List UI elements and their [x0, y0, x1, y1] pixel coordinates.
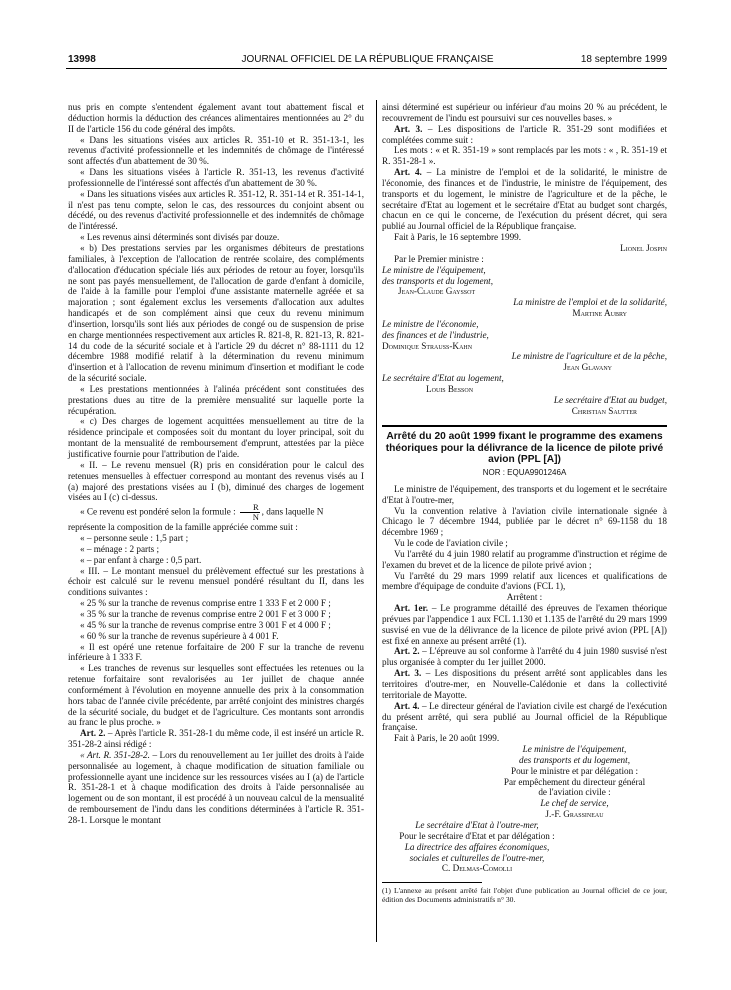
signatory-role: des finances et de l'industrie,	[382, 329, 489, 340]
formula-lead: « Ce revenu est pondéré selon la formule :	[80, 506, 236, 517]
article-1	[382, 603, 667, 646]
signatory-role: des transports et du logement,	[518, 754, 630, 765]
article-label: Art. 3.	[394, 123, 423, 134]
signatory-role: Le secrétaire d'Etat au budget,	[553, 394, 667, 405]
article-2	[68, 728, 364, 750]
article-label: Art. 3.	[394, 668, 422, 679]
signatory-name: Christian Sautter	[571, 405, 637, 416]
article-text: – Le programme détaillé des épreuves de l'examen théorique prévues par l'appendice 1 aux FCL 1.130 et 1.135 de l'arrêté du 29 mars 1999 susvisé en vue de la délivrance de la licence de pilote privé avion (PPL [A]) est fixé en annexe au présent arrêté (1).	[382, 603, 667, 646]
signatory-role: Le secrétaire d'Etat au logement,	[382, 373, 504, 384]
paragraph: nus pris en compte s'entendent également avant tout abattement fiscal et déduction hormis la déduction des créances alimentaires mentionnées au 2° du II de l'article 156 du code général des impôts.	[68, 102, 364, 134]
article-label: Art. 2.	[394, 646, 420, 657]
signatory-role: Le ministre de l'agriculture et de la pêche,	[511, 351, 667, 362]
paragraph: « Il est opéré une retenue forfaitaire de 200 F sur la tranche de revenu inférieure à 1 333 F.	[68, 641, 364, 663]
article-4	[382, 167, 667, 232]
signatory-name: Jean Glavany	[563, 362, 612, 373]
signatory-name: J.-F. Grassineau	[545, 809, 604, 820]
tranche-item: « 45 % sur la tranche de revenus comprise entre 3 001 F et 4 000 F ;	[80, 619, 331, 630]
article-label: Art. 2.	[80, 728, 106, 739]
paragraph: « Dans les situations visées aux articles R. 351-10 et R. 351-13-1, les revenus d'activité professionnelle et les indemnités de chômage de l'intéressé sont affectés d'un abattement de 30 %.	[68, 134, 364, 167]
article-text: – Les dispositions du présent arrêté sont applicables dans les territoires d'outre-mer, en Nouvelle-Calédonie et dans la collectivité territoriale de Mayotte.	[382, 668, 667, 700]
signatory-name: Martine Aubry	[572, 308, 627, 319]
article-text: – Les dispositions de l'article R. 351-29 sont modifiées et complétées comme suit :	[382, 123, 667, 145]
paragraph: Les mots : « et R. 351-19 » sont remplacés par les mots : « , R. 351-19 et R. 351-28-1 ».	[382, 145, 667, 167]
journal-title: JOURNAL OFFICIEL DE LA RÉPUBLIQUE FRANÇAISE	[241, 54, 494, 65]
signatory-name: C. Delmas-Comolli	[441, 863, 513, 874]
tranche-item: « 60 % sur la tranche de revenus supérieure à 4 001 F.	[80, 630, 279, 641]
article-r-351-28-2	[68, 750, 364, 826]
paragraph: « III. – Le montant mensuel du prélèvement effectué sur les prestations à échoir est calculé sur le revenu mensuel pondéré résultant du II, dans les conditions suivantes :	[68, 565, 364, 598]
footnote-rule	[382, 882, 482, 883]
paragraph: représente la composition de la famille appréciée comme suit :	[68, 522, 298, 533]
signatory-name: Jean-Claude Gayssot	[398, 286, 476, 297]
signatory-role: Le ministre de l'économie,	[382, 318, 479, 329]
formula-paragraph	[68, 503, 364, 522]
formula-fraction	[240, 503, 260, 522]
nor-reference: NOR : EQUA9901246A	[482, 467, 567, 477]
article-text: – L'épreuve au sol conforme à l'arrêté du 4 juin 1980 susvisé n'est plus organisée à compter du 1er juillet 2000.	[382, 646, 667, 668]
paragraph: ainsi déterminé est supérieur ou inférieur d'au moins 20 % au précédent, le recouvrement de l'indu est poursuivi sur ces nouvelles bases. »	[382, 102, 667, 123]
paragraph: « Les revenus ainsi déterminés sont divisés par douze.	[80, 232, 280, 243]
signatory-name: Louis Besson	[426, 383, 474, 394]
signatory-role: Le ministre de l'équipement,	[522, 744, 627, 755]
paragraph: Vu la convention relative à l'aviation civile internationale signée à Chicago le 7 décembre 1944, publiée par le décret n° 69-1158 du 18 décembre 1969 ;	[382, 505, 667, 538]
article-text: – La ministre de l'emploi et de la solidarité, le ministre de l'économie, des finances et de l'industrie, le ministre de l'équipement, des transports et du logement, le ministre de l'agriculture et de la pêche, le secrétaire d'Etat au logement et le secrétaire d'Etat au budget sont chargés, chacun en ce qui le concerne, de l'exécution du présent décret, qui sera publié au Journal officiel de la République française.	[382, 167, 667, 232]
article-text: – Après l'article R. 351-28-1 du même code, il est inséré un article R. 351-28-2 ainsi rédigé :	[68, 728, 364, 750]
footnote: (1) L'annexe au présent arrêté fait l'objet d'une publication au Journal officiel de ce jour, édition des Documents administratifs n° 30.	[382, 886, 667, 905]
list-item: « – ménage : 2 parts ;	[80, 543, 160, 554]
article-label: Art. 1er.	[394, 603, 429, 614]
signatory-role: Le ministre de l'équipement,	[382, 264, 486, 275]
signatory-role: La directrice des affaires économiques,	[404, 841, 550, 852]
article-3	[382, 668, 667, 701]
paragraph: Vu l'arrêté du 4 juin 1980 relatif au programme d'instruction et régime de l'examen du brevet et de la licence de pilote privé avion ;	[382, 548, 667, 570]
signatory-role: Pour le secrétaire d'Etat et par délégation :	[399, 830, 555, 841]
formula-tail: , dans laquelle N	[261, 506, 324, 517]
signing-place-date: Fait à Paris, le 20 août 1999.	[394, 733, 500, 744]
article-label: « Art. R. 351-28-2.	[80, 749, 150, 760]
paragraph: « c) Des charges de logement acquittées mensuellement au titre de la résidence principale et composées soit du montant du loyer principal, soit du montant de la mensualité de remboursement d'emprunt, attestées par la pièce justificative fournie pour l'attribution de l'aide.	[68, 416, 364, 459]
article-3	[382, 124, 667, 146]
signatory-name: Lionel Jospin	[620, 242, 667, 253]
left-column	[68, 102, 364, 826]
signatory-role: Par empêchement du directeur général	[503, 776, 646, 787]
article-label: Art. 4.	[394, 700, 420, 711]
issue-date: 18 septembre 1999	[580, 54, 667, 65]
paragraph: Vu le code de l'aviation civile ;	[394, 538, 508, 549]
signatory-role: Par le Premier ministre :	[394, 253, 484, 264]
signatory-role: Le secrétaire d'Etat à l'outre-mer,	[415, 819, 539, 830]
signatory-role: sociales et culturelles de l'outre-mer,	[409, 852, 545, 863]
list-item: « – par enfant à charge : 0,5 part.	[80, 554, 202, 565]
section-divider	[382, 425, 667, 427]
signing-place-date: Fait à Paris, le 16 septembre 1999.	[394, 232, 522, 243]
article-text: – Lors du renouvellement au 1er juillet des droits à l'aide personnalisée au logement, à chaque modification de situation familiale ou professionnelle ayant une incidence sur les ressources visées au I (a) de l'article R. 351-28-1 et à chaque modification des droits à l'aide personnalisée au logement ou de son montant, il est procédé à un nouveau calcul de la mensualité de remboursement de l'indu dans les conditions déterminées à l'article R. 351-28-1. Lorsque le montant	[68, 749, 364, 825]
paragraph: Vu l'arrêté du 29 mars 1999 relatif aux licences et qualifications de membre d'équipage de conduite d'avions (FCL 1),	[382, 570, 667, 592]
paragraph: « Dans les situations visées à l'article R. 351-13, les revenus d'activité professionnelle de l'intéressé sont affectés d'un abattement de 30 %.	[68, 167, 364, 188]
signature-block-outremer	[382, 820, 572, 874]
paragraph: « Les prestations mentionnées à l'alinéa précédent sont constituées des prestations dues au titre de la première mensualité sur laquelle porte la récupération.	[68, 383, 364, 416]
fraction-numerator: R	[240, 503, 260, 513]
signatory-role: Pour le ministre et par délégation :	[510, 765, 639, 776]
article-label: Art. 4.	[394, 167, 422, 178]
column-separator	[376, 100, 377, 942]
article-2	[382, 646, 667, 668]
arretent-heading: Arrêtent :	[506, 592, 543, 603]
article-text: – Le directeur général de l'aviation civile est chargé de l'exécution du présent arrêté, qui sera publié au Journal officiel de la République française.	[382, 700, 667, 733]
header-rule	[66, 68, 667, 69]
signatory-role: des transports et du logement,	[382, 275, 494, 286]
tranche-item: « 35 % sur la tranche de revenus comprise entre 2 001 F et 3 000 F ;	[80, 608, 331, 619]
list-item: « – personne seule : 1,5 part ;	[80, 533, 189, 544]
fraction-denominator: N	[252, 512, 259, 523]
signatory-role: de l'aviation civile :	[538, 787, 611, 798]
page-number: 13998	[68, 54, 96, 65]
tranche-item: « 25 % sur la tranche de revenus comprise entre 1 333 F et 2 000 F ;	[80, 598, 331, 609]
right-column	[382, 102, 667, 904]
signatory-role: Le chef de service,	[540, 798, 609, 809]
paragraph: Le ministre de l'équipement, des transports et du logement et le secrétaire d'Etat à l'outre-mer,	[382, 483, 667, 505]
signatory-role: La ministre de l'emploi et de la solidarité,	[513, 297, 667, 308]
article-4	[382, 701, 667, 734]
signatory-name: Dominique Strauss-Kahn	[382, 340, 473, 351]
decree-title: Arrêté du 20 août 1999 fixant le programme des examens théoriques pour la délivrance de la licence de pilote privé avion (PPL [A])	[385, 431, 664, 466]
paragraph: « Les tranches de revenus sur lesquelles sont effectuées les retenues ou la retenue forfaitaire sont revalorisées au 1er juillet de chaque année conformément à l'évolution en moyenne annuelle des prix à la consommation hors tabac de l'année civile précédente, par arrêté conjoint des ministres chargés de la sécurité sociale, du budget et de l'agriculture. Ces montants sont arrondis au franc le plus proche. »	[68, 663, 364, 728]
paragraph: « II. – Le revenu mensuel (R) pris en considération pour le calcul des retenues mensuelles à effectuer correspond au montant des revenus visés au I (a) majoré des prestations visées au I (b), diminué des charges de logement visées au I (c) ci-dessus.	[68, 459, 364, 503]
signature-block-equipement	[382, 744, 667, 820]
paragraph: « Dans les situations visées aux articles R. 351-12, R. 351-14 et R. 351-14-1, il n'est pas tenu compte, selon le cas, des ressources du conjoint absent ou décédé, ou des revenus d'activité professionnelle et des indemnités de chômage de l'intéressé.	[68, 188, 364, 232]
paragraph: « b) Des prestations servies par les organismes débiteurs de prestations familiales, à l'exception de l'allocation de rentrée scolaire, des compléments d'allocation d'éducation spéciale liés aux périodes de retour au foyer, lorsqu'ils ne sont pas payés mensuellement, de l'allocation de garde d'enfant à domicile, de l'aide à la famille pour l'emploi d'une assistante maternelle agréée et sa majoration ; sont également exclus les versements d'allocation aux adultes handicapés et de son complément ainsi que ceux du revenu minimum d'insertion, lorsqu'ils sont liés aux périodes de congé ou de suspension de prise en charge mentionnées respectivement aux articles R. 821-8, R. 821-13, R. 821-14 du code de la sécurité sociale et à l'article 29 du décret n° 88-1111 du 12 décembre 1988 modifié relatif à la détermination du revenu minimum d'insertion et à l'allocation de revenu minimum d'insertion et modifiant le code de la sécurité sociale.	[68, 242, 364, 384]
